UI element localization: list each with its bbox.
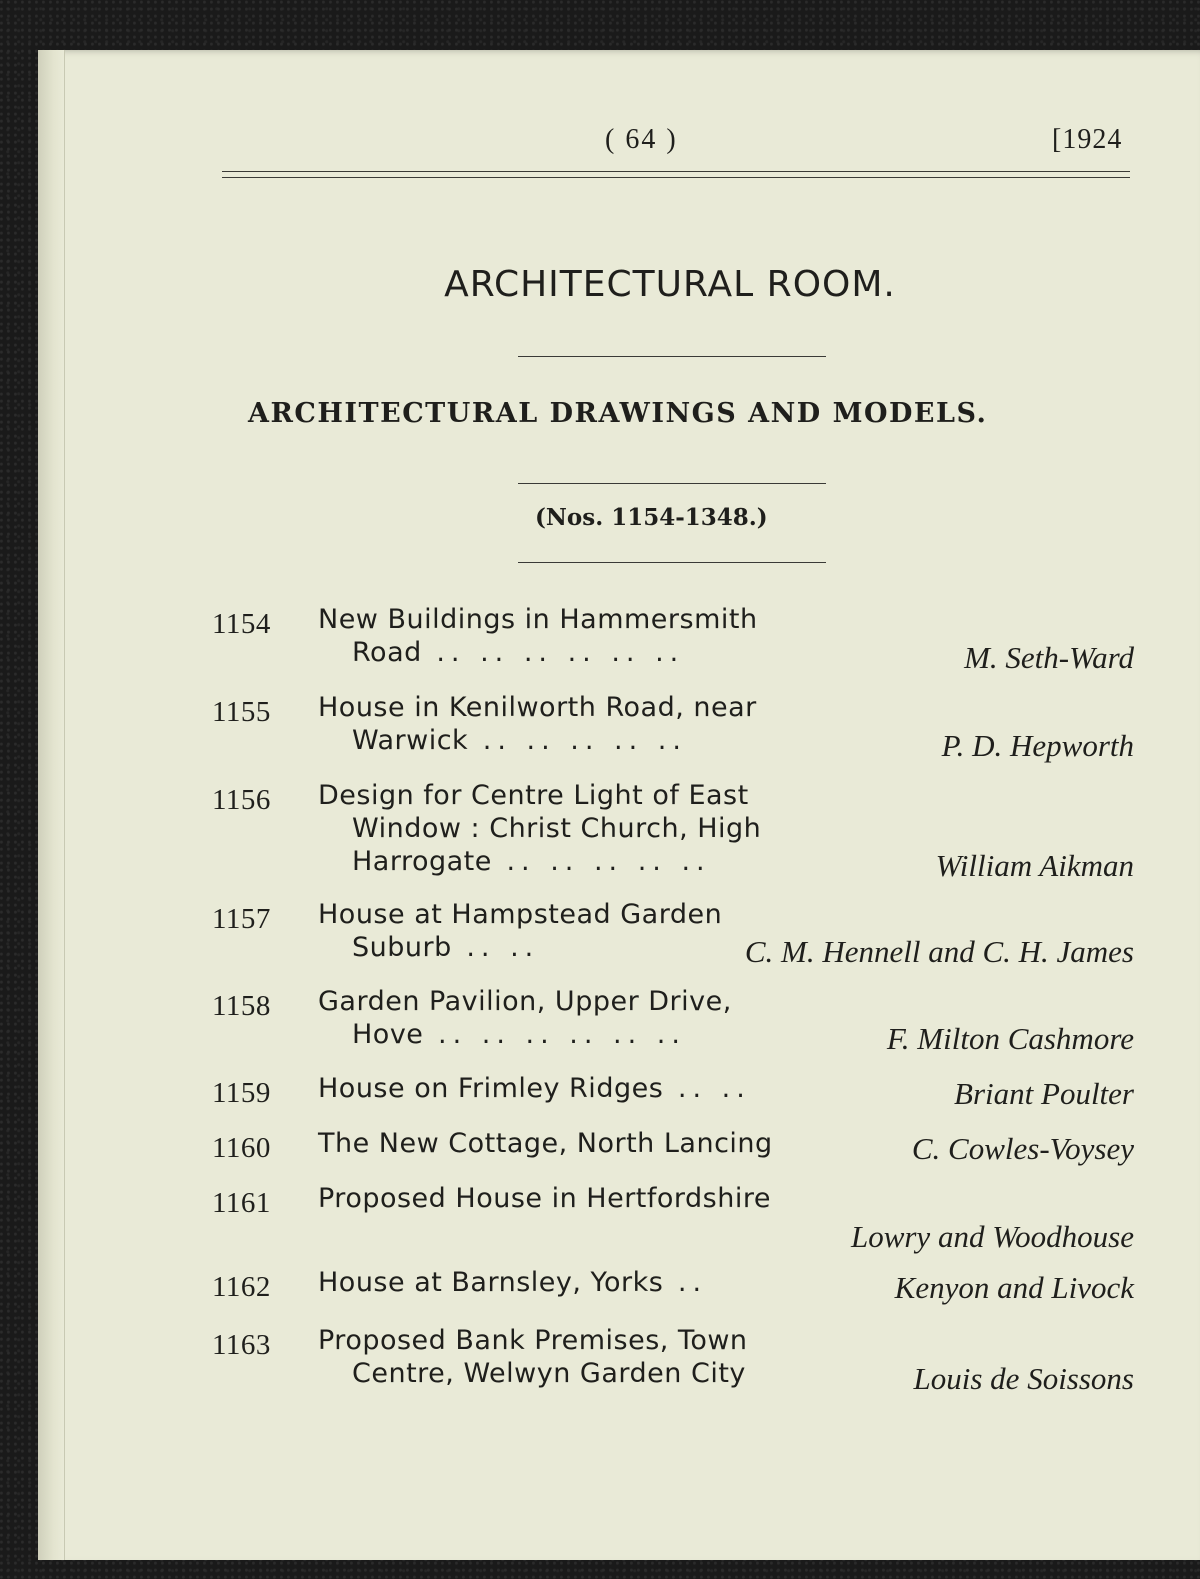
entry-architect: F. Milton Cashmore — [886, 1021, 1134, 1056]
entry-number: 1156 — [212, 784, 271, 816]
header-rule — [222, 171, 1130, 178]
running-year: [1924 — [1052, 124, 1123, 155]
entry-architect: Lowry and Woodhouse — [850, 1219, 1134, 1254]
entry-number: 1161 — [212, 1187, 271, 1219]
entry-title-cont: Road .. .. .. .. .. .. — [352, 637, 685, 668]
title-rule — [518, 356, 826, 357]
entry-title-cont: Suburb .. .. — [352, 932, 540, 963]
entry-title: Proposed House in Hertfordshire — [318, 1183, 771, 1214]
entry-title-cont: Centre, Welwyn Garden City — [352, 1358, 746, 1389]
room-title: ARCHITECTURAL ROOM. — [444, 264, 896, 305]
entry-architect: William Aikman — [935, 848, 1134, 883]
entry-title: New Buildings in Hammersmith — [318, 604, 758, 635]
entry-architect: Kenyon and Livock — [894, 1270, 1134, 1305]
entry-architect: Briant Poulter — [954, 1076, 1134, 1111]
entry-title-cont: Window : Christ Church, High — [352, 813, 762, 844]
entry-architect: P. D. Hepworth — [941, 728, 1134, 763]
entry-title-cont: Hove .. .. .. .. .. .. — [352, 1019, 686, 1050]
entry-title: House on Frimley Ridges .. .. — [318, 1073, 751, 1104]
entry-title-cont: Warwick .. .. .. .. .. — [352, 725, 687, 756]
range-rule — [518, 562, 826, 563]
entry-architect: C. M. Hennell and C. H. James — [744, 934, 1134, 969]
entry-number: 1163 — [212, 1329, 271, 1361]
section-subtitle: ARCHITECTURAL DRAWINGS AND MODELS. — [248, 398, 988, 429]
number-range: (Nos. 1154-1348.) — [535, 504, 768, 531]
subtitle-rule — [518, 483, 826, 484]
page-number: ( 64 ) — [605, 124, 678, 155]
entry-title: House at Hampstead Garden — [318, 899, 723, 930]
entry-architect: C. Cowles-Voysey — [911, 1131, 1134, 1166]
entry-architect: M. Seth-Ward — [964, 640, 1134, 675]
entry-number: 1157 — [212, 903, 271, 935]
entry-title: Garden Pavilion, Upper Drive, — [318, 986, 732, 1017]
entry-title: Design for Centre Light of East — [318, 780, 749, 811]
entry-title-cont: Harrogate .. .. .. .. .. — [352, 846, 711, 877]
entry-number: 1154 — [212, 608, 271, 640]
entry-title: Proposed Bank Premises, Town — [318, 1325, 748, 1356]
entry-number: 1158 — [212, 990, 271, 1022]
entry-title: The New Cottage, North Lancing — [318, 1128, 773, 1159]
entry-title: House at Barnsley, Yorks .. — [318, 1267, 708, 1298]
entry-title: House in Kenilworth Road, near — [318, 692, 757, 723]
entry-architect: Louis de Soissons — [913, 1361, 1134, 1396]
entry-number: 1159 — [212, 1077, 271, 1109]
entry-number: 1160 — [212, 1132, 271, 1164]
entry-number: 1155 — [212, 696, 271, 728]
entry-number: 1162 — [212, 1271, 271, 1303]
